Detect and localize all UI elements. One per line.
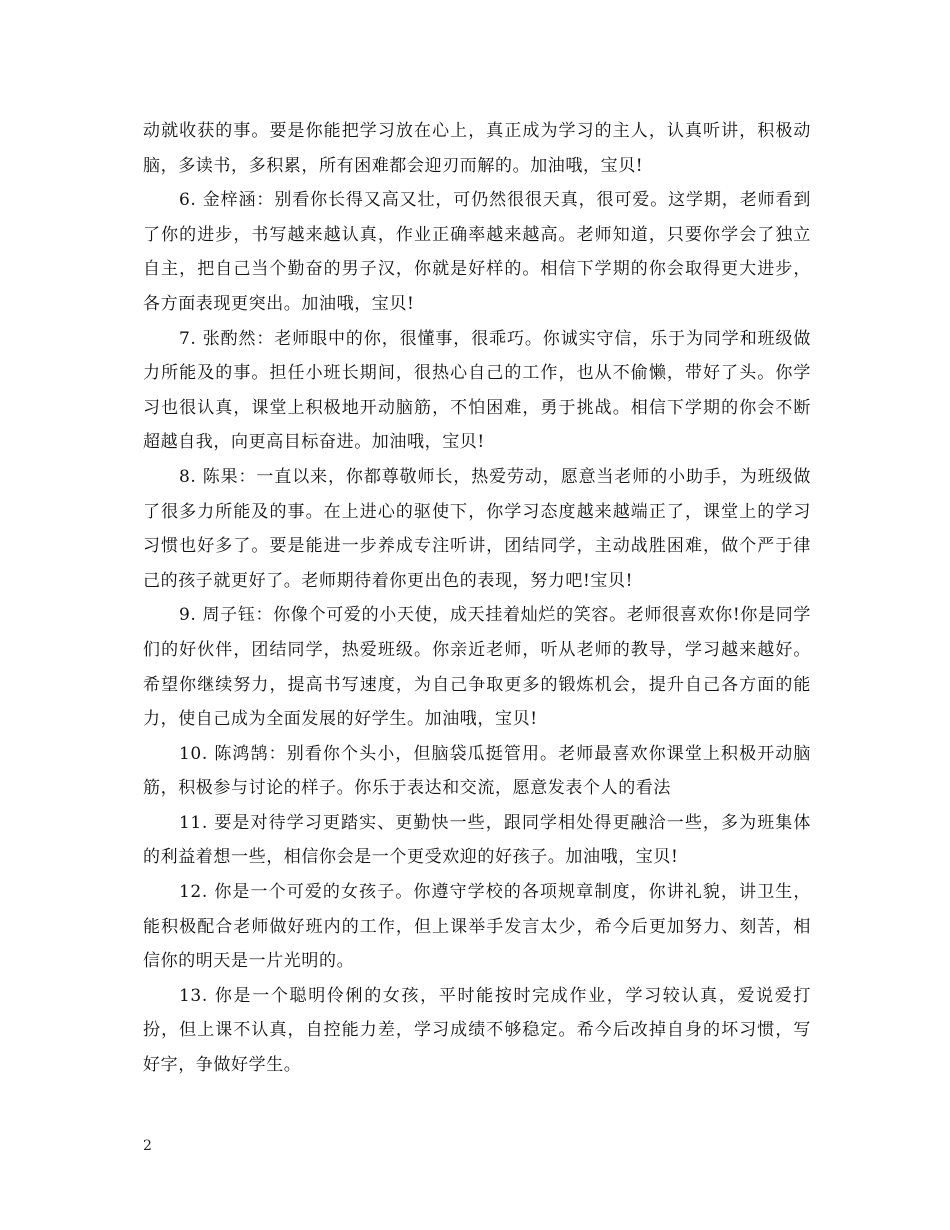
paragraph-comment-12: 12. 你是一个可爱的女孩子。你遵守学校的各项规章制度，你讲礼貌，讲卫生，能积极配合老师做好班内的工作，但上课举手发言太少，希今后更加努力、刻苦，相信你的明天是一片光明的。 xyxy=(143,882,811,972)
paragraph-comment-9: 9. 周子钰：你像个可爱的小天使，成天挂着灿烂的笑容。老师很喜欢你!你是同学们的好伙伴，团结同学，热爱班级。你亲近老师，听从老师的教导，学习越来越好。希望你继续努力，提高书写速度，为自己争取更多的锻炼机会，提升自己各方面的能力，使自己成为全面发展的好学生。加油哦，宝贝! xyxy=(143,605,811,730)
paragraph-comment-7: 7. 张酌然：老师眼中的你，很懂事，很乖巧。你诚实守信，乐于为同学和班级做力所能及的事。担任小班长期间，很热心自己的工作，也从不偷懒，带好了头。你学习也很认真，课堂上积极地开动脑筋，不怕困难，勇于挑战。相信下学期的你会不断超越自我，向更高目标奋进。加油哦，宝贝! xyxy=(143,328,811,453)
paragraph-continuation: 动就收获的事。要是你能把学习放在心上，真正成为学习的主人，认真听讲，积极动脑，多读书，多积累，所有困难都会迎刃而解的。加油哦，宝贝! xyxy=(143,121,811,176)
paragraph-comment-11: 11. 要是对待学习更踏实、更勤快一些，跟同学相处得更融洽一些，多为班集体的利益着想一些，相信你会是一个更受欢迎的好孩子。加油哦，宝贝! xyxy=(143,812,811,868)
paragraph-comment-6: 6. 金梓涵：别看你长得又高又壮，可仍然很很天真，很可爱。这学期，老师看到了你的进步，书写越来越认真，作业正确率越来越高。老师知道，只要你学会了独立自主，把自己当个勤奋的男子汉，你就是好样的。相信下学期的你会取得更大进步，各方面表现更突出。加油哦，宝贝! xyxy=(143,190,811,314)
paragraph-comment-13: 13. 你是一个聪明伶俐的女孩，平时能按时完成作业，学习较认真，爱说爱打扮，但上课不认真，自控能力差，学习成绩不够稳定。希今后改掉自身的坏习惯，写好字，争做好学生。 xyxy=(143,985,811,1076)
paragraph-comment-10: 10. 陈鸿鹄：别看你个头小，但脑袋瓜挺管用。老师最喜欢你课堂上积极开动脑筋，积极参与讨论的样子。你乐于表达和交流，愿意发表个人的看法 xyxy=(143,743,811,799)
page-number: 2 xyxy=(143,1138,152,1154)
document-body xyxy=(143,114,811,1083)
paragraph-comment-8: 8. 陈果：一直以来，你都尊敬师长，热爱劳动，愿意当老师的小助手，为班级做了很多力所能及的事。在上进心的驱使下，你学习态度越来越端正了，课堂上的学习习惯也好多了。要是能进一步养成专注听讲，团结同学，主动战胜困难，做个严于律己的孩子就更好了。老师期待着你更出色的表现，努力吧!宝贝! xyxy=(143,466,811,591)
